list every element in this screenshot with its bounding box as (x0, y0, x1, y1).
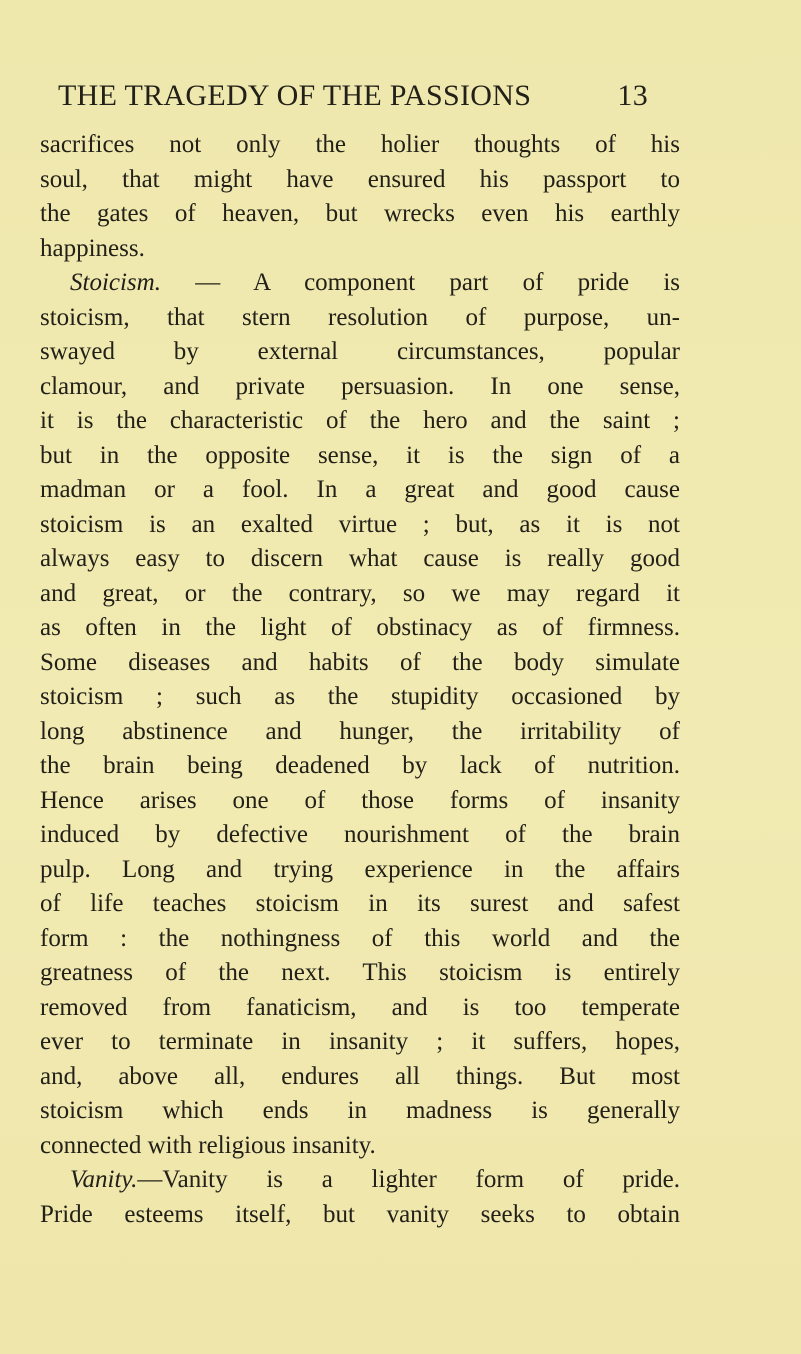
line-text: greatness of the next. This stoicism is entirely (40, 959, 680, 986)
line-text: always easy to discern what cause is really good (40, 545, 680, 572)
section-heading: Stoicism. (70, 269, 161, 296)
line-text: removed from fanaticism, and is too temperate (40, 993, 680, 1021)
line-text: Hence arises one of those forms of insanity (40, 786, 680, 814)
text-line (40, 370, 680, 405)
text-line (40, 1025, 680, 1060)
text-line (40, 163, 680, 198)
line-text: but in the opposite sense, it is the sign of a (40, 441, 680, 469)
line-text: — A component part of pride is (160, 269, 680, 296)
text-line (40, 542, 680, 577)
text-line (40, 197, 680, 232)
line-text: stoicism is an exalted virtue ; but, as it is not (40, 510, 680, 538)
text-line (40, 301, 680, 336)
text-line (40, 715, 680, 750)
text-line (40, 128, 680, 163)
text-line (40, 784, 680, 819)
text-line (40, 473, 680, 508)
line-text: the brain being deadened by lack of nutrition. (40, 752, 680, 779)
line-text: long abstinence and hunger, the irritability of (40, 717, 680, 745)
running-head (58, 76, 648, 116)
line-text: and, above all, endures all things. But most (40, 1062, 680, 1090)
line-text: form : the nothingness of this world and the (40, 924, 680, 952)
text-line (40, 1163, 680, 1198)
line-text: swayed by external circumstances, popular (40, 338, 680, 365)
line-text: soul, that might have ensured his passport to (40, 165, 680, 193)
text-line (40, 887, 680, 922)
line-text: stoicism which ends in madness is generally (40, 1097, 680, 1124)
text-line (40, 611, 680, 646)
text-line (40, 577, 680, 612)
text-line (40, 922, 680, 957)
line-text: stoicism, that stern resolution of purpose, un- (40, 303, 680, 331)
text-line (40, 1129, 680, 1164)
running-head-title: THE TRAGEDY OF THE PASSIONS (58, 79, 532, 112)
text-line (40, 1060, 680, 1095)
text-line (40, 646, 680, 681)
text-line (40, 991, 680, 1026)
line-text: madman or a fool. In a great and good cause (40, 476, 680, 503)
page-number: 13 (617, 79, 648, 112)
text-line (40, 266, 680, 301)
line-text: the gates of heaven, but wrecks even his earthly (40, 200, 680, 227)
text-line (40, 404, 680, 439)
line-text: as often in the light of obstinacy as of firmness. (40, 614, 680, 641)
line-text: and great, or the contrary, so we may regard it (40, 579, 680, 607)
text-line (40, 335, 680, 370)
line-text: Some diseases and habits of the body simulate (40, 648, 680, 676)
text-line (40, 853, 680, 888)
body-text (40, 128, 680, 1232)
line-text: happiness. (40, 234, 145, 262)
line-text: —Vanity is a lighter form of pride. (137, 1166, 680, 1193)
line-text: of life teaches stoicism in its surest and safest (40, 890, 680, 917)
line-text: clamour, and private persuasion. In one sense, (40, 372, 680, 400)
line-text: it is the characteristic of the hero and the saint ; (40, 407, 680, 434)
text-line (40, 818, 680, 853)
text-line (40, 232, 680, 267)
text-line (40, 1198, 680, 1233)
text-line (40, 508, 680, 543)
text-line (40, 956, 680, 991)
line-text: sacrifices not only the holier thoughts of his (40, 131, 680, 158)
line-text: pulp. Long and trying experience in the affairs (40, 855, 680, 883)
text-line (40, 1094, 680, 1129)
line-text: ever to terminate in insanity ; it suffers, hopes, (40, 1028, 680, 1055)
line-text: induced by defective nourishment of the brain (40, 821, 680, 848)
line-text: connected with religious insanity. (40, 1131, 376, 1159)
text-line (40, 439, 680, 474)
section-heading: Vanity. (70, 1166, 138, 1193)
text-line (40, 680, 680, 715)
line-text: stoicism ; such as the stupidity occasioned by (40, 683, 680, 710)
line-text: Pride esteems itself, but vanity seeks to obtain (40, 1200, 680, 1228)
text-line (40, 749, 680, 784)
